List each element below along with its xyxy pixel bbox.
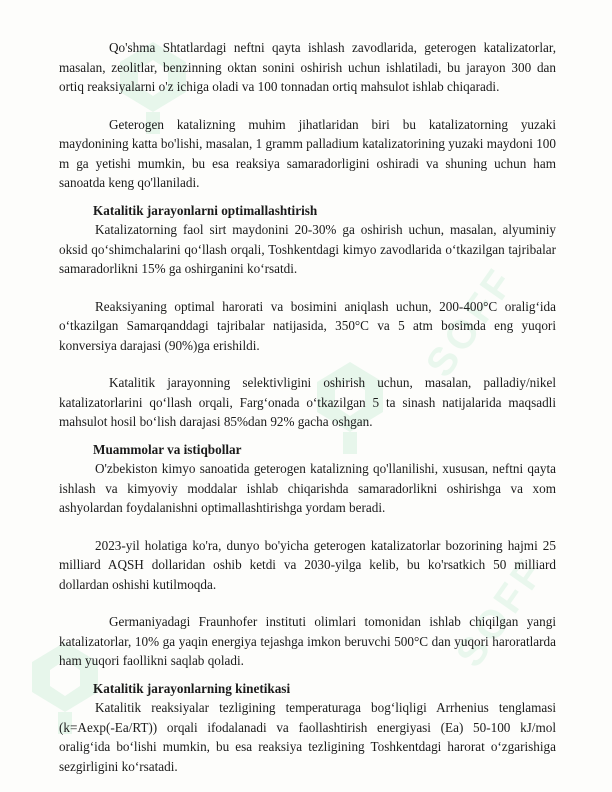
paragraph: Katalitik jarayonning selektivligini oshirish uchun, masalan, palladiy/nikel katalizatorlarini qo‘llash orqali, Farg‘onada o‘tkazilgan 5 ta sinash natijalarida maqsadli mahsulot hosil bo‘lish darajasi 85%dan 92% gacha oshgan.: [59, 375, 556, 429]
paragraph: Reaksiyaning optimal harorati va bosimini aniqlash uchun, 200-400°C oralig‘ida o‘tkazilgan Samarqanddagi tajribalar natijasida, 350°C va 5 atm bosimda eng yuqori konversiya darajasi (90%)ga erishildi.: [59, 298, 556, 353]
watermark-text: SOFF: [417, 259, 525, 386]
section-heading: Katalitik jarayonlarni optimallashtirish: [93, 202, 318, 218]
section-heading: Katalitik jarayonlarning kinetikasi: [93, 680, 291, 696]
paragraph: Katalitik reaksiyalar tezligining temperaturaga bog‘liqligi Arrhenius tenglamasi (k=Aexp(-Ea/RT)) orqali ifodalanadi va faollashtirish energiyasi (Ea) 50-100 kJ/mol oralig‘ida bo‘lishi mumkin, bu esa reaksiya tezligining Toshkentdagi harorat o‘zgarishiga sezgirligini ko‘rsatadi.: [59, 700, 556, 774]
paragraph: 2023-yil holatiga ko'ra, dunyo bo'yicha geterogen katalizatorlar bozorining hajmi 25 milliard AQSH dollaridan oshib ketdi va 2030-yilga kelib, bu ko'rsatkich 50 milliard dollardan oshishi kutilmoqda.: [59, 537, 556, 592]
section-heading: Muammolar va istiqbollar: [93, 441, 242, 457]
document-page: [59, 38, 556, 776]
watermark-text: SOFF: [447, 549, 555, 676]
paragraph: Katalizatorning faol sirt maydonini 20-30% ga oshirish uchun, masalan, alyuminiy oksid qo‘shimchalarini qo‘llash orqali, Toshkentdagi kimyo zavodlarida o‘tkazilgan tajribalar samaradorlikni 15% ga oshirganini ko‘rsatdi.: [59, 222, 556, 276]
paragraph: O'zbekiston kimyo sanoatida geterogen katalizning qo'llanilishi, xususan, neftni qayta ishlash va kimyoviy moddalar ishlab chiqarishda samaradorlikni oshirishga va xom ashyolardan foydalanishni optimallashtirishga yordam beradi.: [59, 461, 556, 515]
paragraph: Geterogen katalizning muhim jihatlaridan biri bu katalizatorning yuzaki maydonining katta bo'lishi, masalan, 1 gramm palladium katalizatorining yuzaki maydoni 100 m ga yetishi mumkin, bu esa reaksiya samaradorligini oshiradi va shuning uchun ham sanoatda keng qo'llaniladi.: [59, 116, 556, 190]
paragraph: Qo'shma Shtatlardagi neftni qayta ishlash zavodlarida, geterogen katalizatorlar, masalan, zeolitlar, benzinning oktan sonini oshirish uchun ishlatiladi, bu jarayon 300 dan ortiq reaksiyalarni o'z ichiga oladi va 100 tonnadan ortiq mahsulot ishlab chiqaradi.: [59, 40, 556, 94]
paragraph: Germaniyadagi Fraunhofer instituti olimlari tomonidan ishlab chiqilgan yangi katalizatorlar, 10% ga yaqin energiya tejashga imkon beruvchi 500°C dan yuqori haroratlarda ham yuqori faollikni saqlab qoladi.: [59, 614, 556, 668]
